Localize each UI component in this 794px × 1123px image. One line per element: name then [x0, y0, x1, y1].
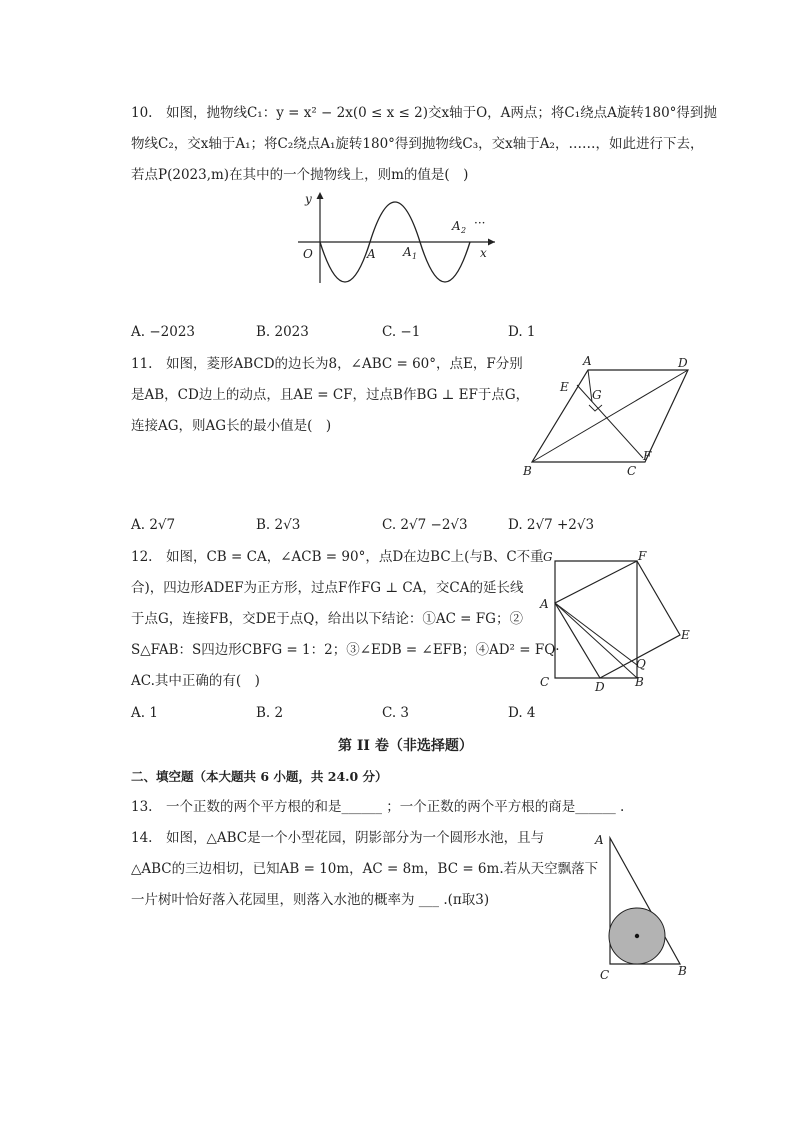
q12-option-b: B. 2 — [256, 705, 284, 721]
label-a: A — [583, 354, 592, 368]
q12-line-1: 12. 如图，CB = CA，∠ACB = 90°，点D在边BC上(与B、C不重 — [131, 549, 544, 565]
q12-option-c: C. 3 — [382, 705, 410, 721]
label-q: Q — [636, 657, 646, 671]
q12-option-a: A. 1 — [131, 705, 158, 721]
label-g: G — [543, 550, 553, 564]
q10-option-c: C. −1 — [382, 324, 421, 340]
q11-line-2: 是AB，CD边上的动点，且AE = CF，过点B作BG ⊥ EF于点G， — [131, 387, 530, 403]
q13-line: 13. 一个正数的两个平方根的和是______ ；一个正数的两个平方根的商是______ . — [131, 799, 625, 815]
q14-line-3: 一片树叶恰好落入花园里，则落入水池的概率为 ___ .(π取3) — [131, 892, 490, 908]
q11-option-a: A. 2√7 — [131, 517, 176, 533]
label-b: B — [678, 964, 687, 978]
q10-line-2: 物线C₂，交x轴于A₁；将C₂绕点A₁旋转180°得到抛物线C₃，交x轴于A₂，……，如此进行下去， — [131, 136, 704, 152]
y-axis-arrow — [317, 192, 324, 199]
label-f: F — [643, 449, 652, 463]
label-e: E — [560, 380, 569, 394]
label-a: A — [595, 833, 604, 847]
label-dots: ··· — [474, 216, 486, 230]
label-f: F — [638, 549, 647, 563]
q10-option-b: B. 2023 — [256, 324, 309, 340]
pool-center — [635, 934, 639, 938]
q12-line-2: 合)，四边形ADEF为正方形，过点F作FG ⊥ CA，交CA的延长线 — [131, 580, 524, 596]
label-a2: A — [452, 219, 461, 233]
q11-option-b: B. 2√3 — [256, 517, 301, 533]
q11-line-3: 连接AG，则AG长的最小值是( ) — [131, 418, 332, 434]
label-c: C — [600, 968, 610, 982]
label-y: y — [305, 192, 312, 206]
q11-line-1: 11. 如图，菱形ABCD的边长为8，∠ABC = 60°，点E，F分别 — [131, 356, 523, 372]
label-c: C — [540, 675, 550, 689]
label-e: E — [681, 628, 690, 642]
section2-header: 二、填空题（本大题共 6 小题，共 24.0 分） — [131, 769, 388, 784]
q14-line-1: 14. 如图，△ABC是一个小型花园，阴影部分为一个圆形水池，且与 — [131, 830, 545, 846]
q11-option-d: D. 2√7 +2√3 — [508, 517, 595, 533]
label-o: O — [303, 247, 313, 261]
x-axis-arrow — [488, 239, 495, 246]
segment-aq — [555, 603, 637, 665]
label-a1-sub: 1 — [412, 252, 418, 261]
q11-option-c: C. 2√7 −2√3 — [382, 517, 468, 533]
segment-bd — [532, 370, 688, 462]
q12-figure — [535, 545, 705, 695]
q12-line-4: S△FAB：S四边形CBFG = 1：2；③∠EDB = ∠EFB；④AD² = FQ· — [131, 642, 560, 658]
parabola-c3 — [420, 242, 470, 282]
q10-line-1: 10. 如图，抛物线C₁：y = x² − 2x(0 ≤ x ≤ 2)交x轴于O，A两点；将C₁绕点A旋转180°得到抛 — [131, 105, 717, 121]
part2-title: 第 II 卷（非选择题） — [338, 738, 473, 754]
q12-option-d: D. 4 — [508, 705, 536, 721]
label-x: x — [480, 246, 487, 260]
label-b: B — [635, 675, 644, 689]
parabola-c2 — [370, 202, 420, 242]
segment-ef — [577, 385, 643, 458]
rectangle-cbfg — [555, 561, 637, 678]
label-d: D — [678, 356, 688, 370]
label-g: G — [592, 388, 602, 402]
q10-figure — [290, 185, 510, 285]
q14-figure — [590, 828, 700, 983]
label-b: B — [523, 464, 532, 478]
label-a2-sub: 2 — [461, 226, 467, 235]
q10-option-a: A. −2023 — [131, 324, 195, 340]
q11-figure — [515, 350, 705, 480]
parabola-c1 — [320, 242, 370, 282]
label-a: A — [540, 597, 549, 611]
label-d: D — [595, 680, 605, 694]
segment-ab — [555, 603, 637, 678]
label-a: A — [367, 247, 376, 261]
q12-line-3: 于点G，连接FB，交DE于点Q，给出以下结论：①AC = FG；② — [131, 611, 523, 627]
q12-line-5: AC.其中正确的有( ) — [131, 673, 260, 689]
q14-line-2: △ABC的三边相切，已知AB = 10m，AC = 8m，BC = 6m.若从天空飘落下 — [131, 861, 599, 877]
q10-option-d: D. 1 — [508, 324, 536, 340]
q10-line-3: 若点P(2023,m)在其中的一个抛物线上，则m的值是( ) — [131, 167, 469, 183]
label-c: C — [627, 464, 637, 478]
label-a1: A — [403, 245, 412, 259]
